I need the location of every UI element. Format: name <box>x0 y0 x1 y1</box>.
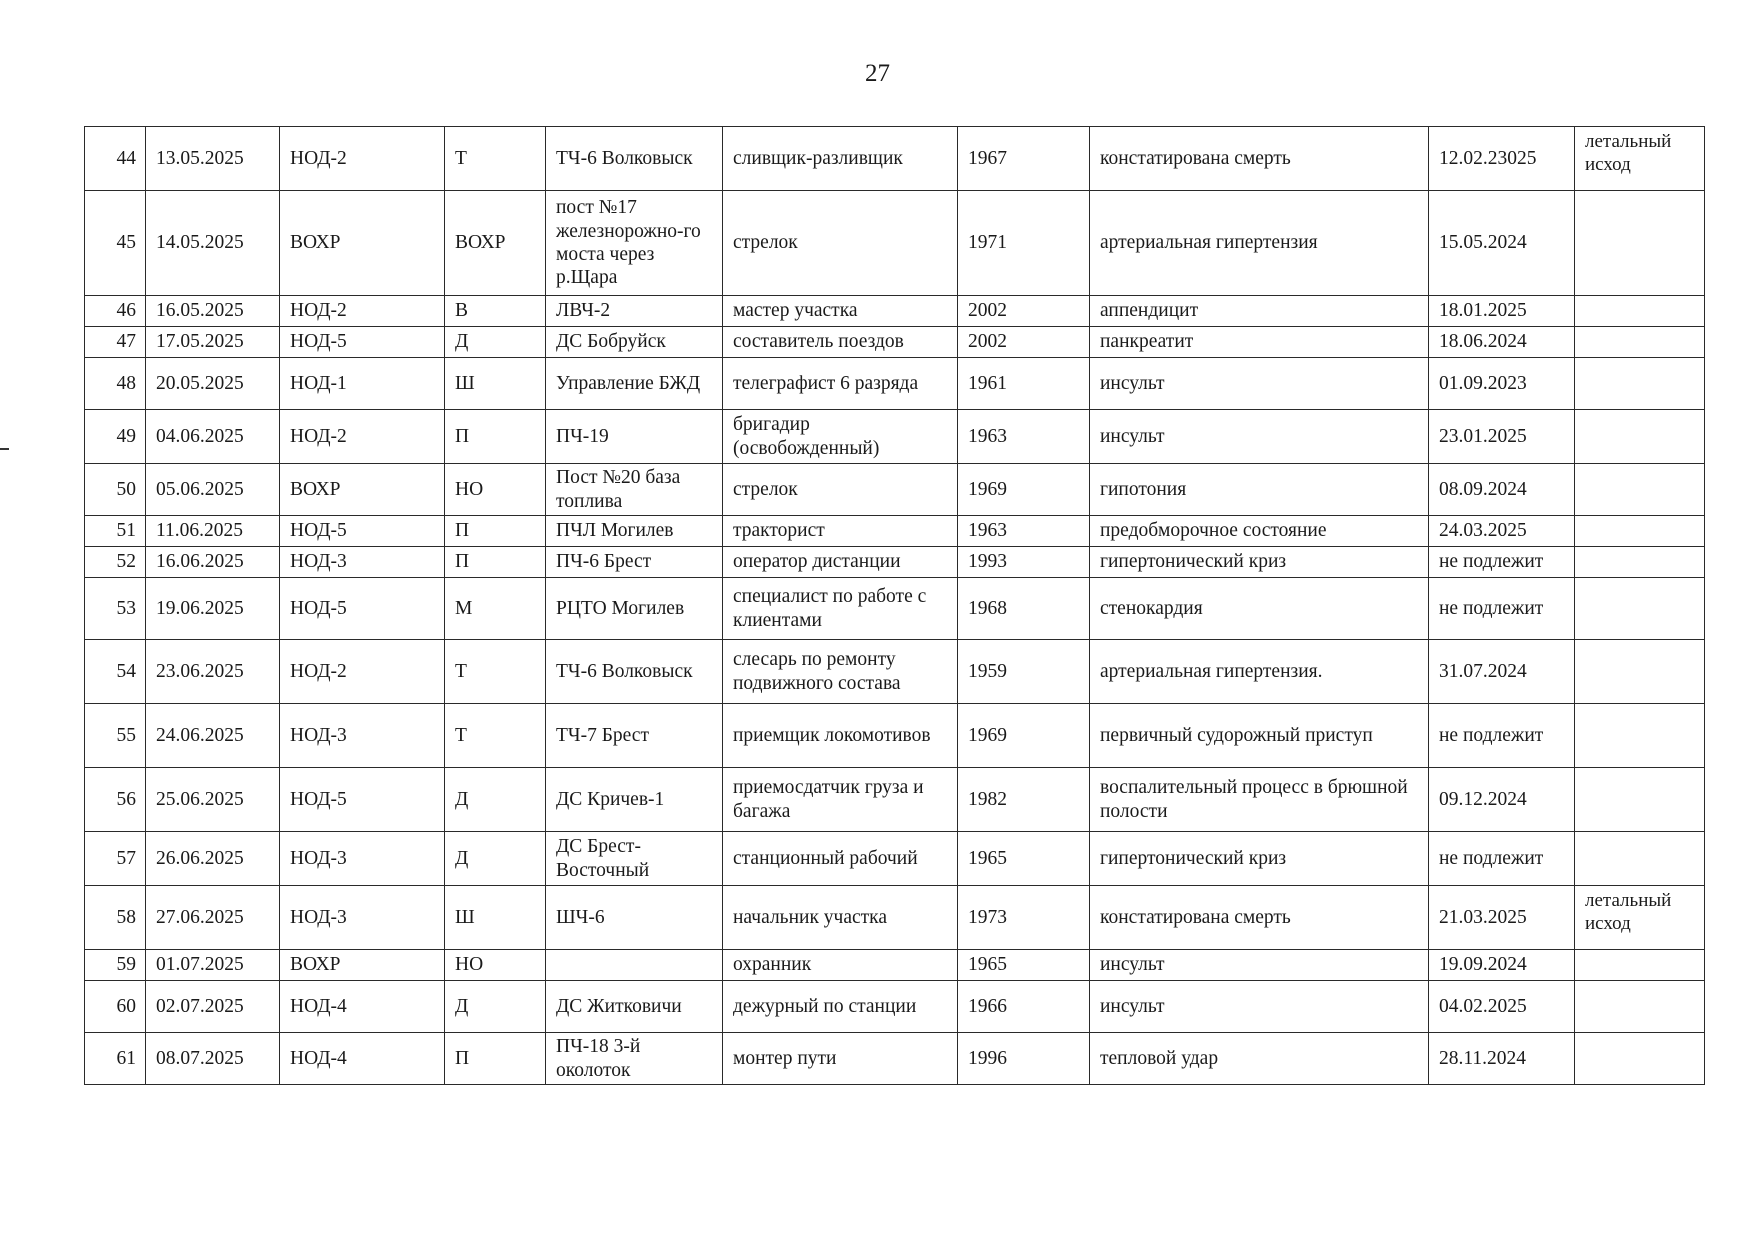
cell-service: М <box>445 578 546 640</box>
table-row <box>85 704 1705 768</box>
cell-row-number: 60 <box>85 981 146 1033</box>
cell-exam-date: 31.07.2024 <box>1429 640 1575 704</box>
cell-row-number: 50 <box>85 464 146 516</box>
cell-date: 24.06.2025 <box>146 704 280 768</box>
cell-unit: ТЧ-6 Волковыск <box>546 127 723 191</box>
cell-date: 13.05.2025 <box>146 127 280 191</box>
cell-unit: ЛВЧ-2 <box>546 296 723 327</box>
cell-date: 02.07.2025 <box>146 981 280 1033</box>
cell-row-number: 51 <box>85 516 146 547</box>
cell-position: сливщик-разливщик <box>723 127 958 191</box>
cell-exam-date: не подлежит <box>1429 547 1575 578</box>
cell-exam-date: 18.01.2025 <box>1429 296 1575 327</box>
cell-position: составитель поездов <box>723 327 958 358</box>
table-row <box>85 1033 1705 1085</box>
cell-division: НОД-1 <box>280 358 445 410</box>
table-row <box>85 296 1705 327</box>
cell-birth-year: 1982 <box>958 768 1090 832</box>
table-body <box>85 127 1705 1085</box>
cell-unit: ПЧ-19 <box>546 410 723 464</box>
cell-outcome <box>1575 704 1705 768</box>
cell-date: 17.05.2025 <box>146 327 280 358</box>
cell-birth-year: 2002 <box>958 327 1090 358</box>
cell-service: Д <box>445 327 546 358</box>
cell-position: бригадир (освобожденный) <box>723 410 958 464</box>
cell-position: оператор дистанции <box>723 547 958 578</box>
cell-exam-date: 09.12.2024 <box>1429 768 1575 832</box>
cell-division: ВОХР <box>280 950 445 981</box>
cell-service: Ш <box>445 358 546 410</box>
cell-date: 20.05.2025 <box>146 358 280 410</box>
cell-date: 08.07.2025 <box>146 1033 280 1085</box>
cell-diagnosis: инсульт <box>1090 981 1429 1033</box>
cell-unit: ТЧ-7 Брест <box>546 704 723 768</box>
cell-outcome <box>1575 191 1705 296</box>
cell-service: Т <box>445 704 546 768</box>
cell-unit: ДС Кричев-1 <box>546 768 723 832</box>
cell-position: стрелок <box>723 191 958 296</box>
cell-position: тракторист <box>723 516 958 547</box>
cell-unit: ШЧ-6 <box>546 886 723 950</box>
cell-row-number: 57 <box>85 832 146 886</box>
table-row <box>85 327 1705 358</box>
cell-service: П <box>445 410 546 464</box>
cell-division: ВОХР <box>280 191 445 296</box>
cell-date: 23.06.2025 <box>146 640 280 704</box>
cell-unit: Пост №20 база топлива <box>546 464 723 516</box>
cell-diagnosis: стенокардия <box>1090 578 1429 640</box>
cell-exam-date: 04.02.2025 <box>1429 981 1575 1033</box>
cell-birth-year: 1963 <box>958 410 1090 464</box>
table-row <box>85 886 1705 950</box>
cell-exam-date: не подлежит <box>1429 704 1575 768</box>
cell-diagnosis: первичный судорожный приступ <box>1090 704 1429 768</box>
cell-date: 04.06.2025 <box>146 410 280 464</box>
cell-exam-date: 28.11.2024 <box>1429 1033 1575 1085</box>
cell-service: Д <box>445 768 546 832</box>
cell-position: начальник участка <box>723 886 958 950</box>
cell-exam-date: 18.06.2024 <box>1429 327 1575 358</box>
cell-unit: ДС Бобруйск <box>546 327 723 358</box>
cell-birth-year: 1971 <box>958 191 1090 296</box>
cell-exam-date: 08.09.2024 <box>1429 464 1575 516</box>
cell-diagnosis: аппендицит <box>1090 296 1429 327</box>
cell-service: ВОХР <box>445 191 546 296</box>
cell-birth-year: 1968 <box>958 578 1090 640</box>
table-row <box>85 768 1705 832</box>
cell-diagnosis: гипертонический криз <box>1090 547 1429 578</box>
cell-service: П <box>445 1033 546 1085</box>
cell-unit: ПЧ-18 3-й околоток <box>546 1033 723 1085</box>
cell-diagnosis: инсульт <box>1090 950 1429 981</box>
cell-exam-date: 12.02.23025 <box>1429 127 1575 191</box>
table-row <box>85 578 1705 640</box>
cell-division: НОД-4 <box>280 981 445 1033</box>
cell-row-number: 45 <box>85 191 146 296</box>
cell-outcome <box>1575 950 1705 981</box>
cell-unit: ПЧ-6 Брест <box>546 547 723 578</box>
cell-unit: Управление БЖД <box>546 358 723 410</box>
cell-position: приемщик локомотивов <box>723 704 958 768</box>
cell-unit: пост №17 железнорожно-го моста через р.Щара <box>546 191 723 296</box>
cell-diagnosis: инсульт <box>1090 410 1429 464</box>
cell-row-number: 56 <box>85 768 146 832</box>
cell-service: Т <box>445 127 546 191</box>
table-row <box>85 410 1705 464</box>
cell-unit: ПЧЛ Могилев <box>546 516 723 547</box>
cell-division: НОД-3 <box>280 704 445 768</box>
cell-birth-year: 1969 <box>958 704 1090 768</box>
cell-birth-year: 1969 <box>958 464 1090 516</box>
cell-row-number: 54 <box>85 640 146 704</box>
cell-date: 26.06.2025 <box>146 832 280 886</box>
cell-service: НО <box>445 464 546 516</box>
cell-division: НОД-5 <box>280 516 445 547</box>
table-row <box>85 640 1705 704</box>
cell-row-number: 53 <box>85 578 146 640</box>
cell-unit: ДС Житковичи <box>546 981 723 1033</box>
cell-service: НО <box>445 950 546 981</box>
cell-row-number: 61 <box>85 1033 146 1085</box>
cell-date: 01.07.2025 <box>146 950 280 981</box>
cell-date: 27.06.2025 <box>146 886 280 950</box>
cell-diagnosis: воспалительный процесс в брюшной полости <box>1090 768 1429 832</box>
cell-date: 25.06.2025 <box>146 768 280 832</box>
cell-position: телеграфист 6 разряда <box>723 358 958 410</box>
cell-diagnosis: артериальная гипертензия. <box>1090 640 1429 704</box>
cell-row-number: 49 <box>85 410 146 464</box>
table-row <box>85 127 1705 191</box>
table-row <box>85 547 1705 578</box>
cell-position: станционный рабочий <box>723 832 958 886</box>
cell-exam-date: не подлежит <box>1429 832 1575 886</box>
cell-birth-year: 1961 <box>958 358 1090 410</box>
cell-service: П <box>445 547 546 578</box>
cell-date: 16.06.2025 <box>146 547 280 578</box>
cell-division: НОД-2 <box>280 410 445 464</box>
cell-outcome <box>1575 640 1705 704</box>
cell-diagnosis: тепловой удар <box>1090 1033 1429 1085</box>
page-number: 27 <box>865 60 890 87</box>
cell-diagnosis: панкреатит <box>1090 327 1429 358</box>
cell-position: охранник <box>723 950 958 981</box>
cell-exam-date: 15.05.2024 <box>1429 191 1575 296</box>
cell-outcome <box>1575 768 1705 832</box>
cell-diagnosis: предобморочное состояние <box>1090 516 1429 547</box>
cell-outcome <box>1575 327 1705 358</box>
table-row <box>85 832 1705 886</box>
cell-division: НОД-3 <box>280 886 445 950</box>
cell-division: НОД-5 <box>280 578 445 640</box>
cell-outcome <box>1575 578 1705 640</box>
cell-diagnosis: гипертонический криз <box>1090 832 1429 886</box>
cell-division: НОД-4 <box>280 1033 445 1085</box>
cell-birth-year: 1993 <box>958 547 1090 578</box>
cell-outcome <box>1575 358 1705 410</box>
cell-unit: ДС Брест-Восточный <box>546 832 723 886</box>
cell-birth-year: 1965 <box>958 950 1090 981</box>
cell-service: П <box>445 516 546 547</box>
cell-position: монтер пути <box>723 1033 958 1085</box>
cell-row-number: 48 <box>85 358 146 410</box>
cell-outcome: летальный исход <box>1575 886 1705 950</box>
records-table <box>84 126 1705 1085</box>
cell-unit: ТЧ-6 Волковыск <box>546 640 723 704</box>
margin-mark <box>0 448 9 450</box>
cell-division: НОД-5 <box>280 327 445 358</box>
cell-outcome <box>1575 464 1705 516</box>
cell-outcome <box>1575 296 1705 327</box>
cell-exam-date: 23.01.2025 <box>1429 410 1575 464</box>
cell-birth-year: 2002 <box>958 296 1090 327</box>
cell-outcome <box>1575 410 1705 464</box>
cell-outcome <box>1575 981 1705 1033</box>
cell-position: стрелок <box>723 464 958 516</box>
cell-division: НОД-2 <box>280 127 445 191</box>
cell-exam-date: 21.03.2025 <box>1429 886 1575 950</box>
table-row <box>85 950 1705 981</box>
cell-birth-year: 1967 <box>958 127 1090 191</box>
cell-birth-year: 1965 <box>958 832 1090 886</box>
table-row <box>85 981 1705 1033</box>
cell-unit <box>546 950 723 981</box>
cell-division: НОД-3 <box>280 832 445 886</box>
cell-row-number: 46 <box>85 296 146 327</box>
cell-position: слесарь по ремонту подвижного состава <box>723 640 958 704</box>
cell-birth-year: 1963 <box>958 516 1090 547</box>
cell-service: Т <box>445 640 546 704</box>
cell-birth-year: 1996 <box>958 1033 1090 1085</box>
cell-birth-year: 1973 <box>958 886 1090 950</box>
cell-exam-date: 01.09.2023 <box>1429 358 1575 410</box>
cell-outcome <box>1575 516 1705 547</box>
cell-diagnosis: констатирована смерть <box>1090 127 1429 191</box>
cell-row-number: 44 <box>85 127 146 191</box>
cell-division: НОД-5 <box>280 768 445 832</box>
cell-service: В <box>445 296 546 327</box>
cell-exam-date: 19.09.2024 <box>1429 950 1575 981</box>
cell-division: НОД-3 <box>280 547 445 578</box>
cell-position: мастер участка <box>723 296 958 327</box>
cell-date: 11.06.2025 <box>146 516 280 547</box>
cell-outcome <box>1575 832 1705 886</box>
cell-diagnosis: констатирована смерть <box>1090 886 1429 950</box>
cell-row-number: 55 <box>85 704 146 768</box>
cell-service: Д <box>445 981 546 1033</box>
cell-date: 16.05.2025 <box>146 296 280 327</box>
table-row <box>85 464 1705 516</box>
cell-division: НОД-2 <box>280 296 445 327</box>
cell-birth-year: 1959 <box>958 640 1090 704</box>
cell-row-number: 59 <box>85 950 146 981</box>
cell-diagnosis: инсульт <box>1090 358 1429 410</box>
cell-diagnosis: гипотония <box>1090 464 1429 516</box>
cell-exam-date: не подлежит <box>1429 578 1575 640</box>
cell-outcome: летальный исход <box>1575 127 1705 191</box>
table-row <box>85 358 1705 410</box>
cell-service: Ш <box>445 886 546 950</box>
cell-row-number: 47 <box>85 327 146 358</box>
cell-exam-date: 24.03.2025 <box>1429 516 1575 547</box>
cell-service: Д <box>445 832 546 886</box>
cell-date: 14.05.2025 <box>146 191 280 296</box>
cell-outcome <box>1575 547 1705 578</box>
cell-outcome <box>1575 1033 1705 1085</box>
cell-date: 05.06.2025 <box>146 464 280 516</box>
cell-row-number: 58 <box>85 886 146 950</box>
cell-position: приемосдатчик груза и багажа <box>723 768 958 832</box>
cell-row-number: 52 <box>85 547 146 578</box>
table-row <box>85 191 1705 296</box>
cell-birth-year: 1966 <box>958 981 1090 1033</box>
table-row <box>85 516 1705 547</box>
cell-division: НОД-2 <box>280 640 445 704</box>
cell-diagnosis: артериальная гипертензия <box>1090 191 1429 296</box>
cell-position: дежурный по станции <box>723 981 958 1033</box>
cell-division: ВОХР <box>280 464 445 516</box>
cell-position: специалист по работе с клиентами <box>723 578 958 640</box>
cell-unit: РЦТО Могилев <box>546 578 723 640</box>
cell-date: 19.06.2025 <box>146 578 280 640</box>
